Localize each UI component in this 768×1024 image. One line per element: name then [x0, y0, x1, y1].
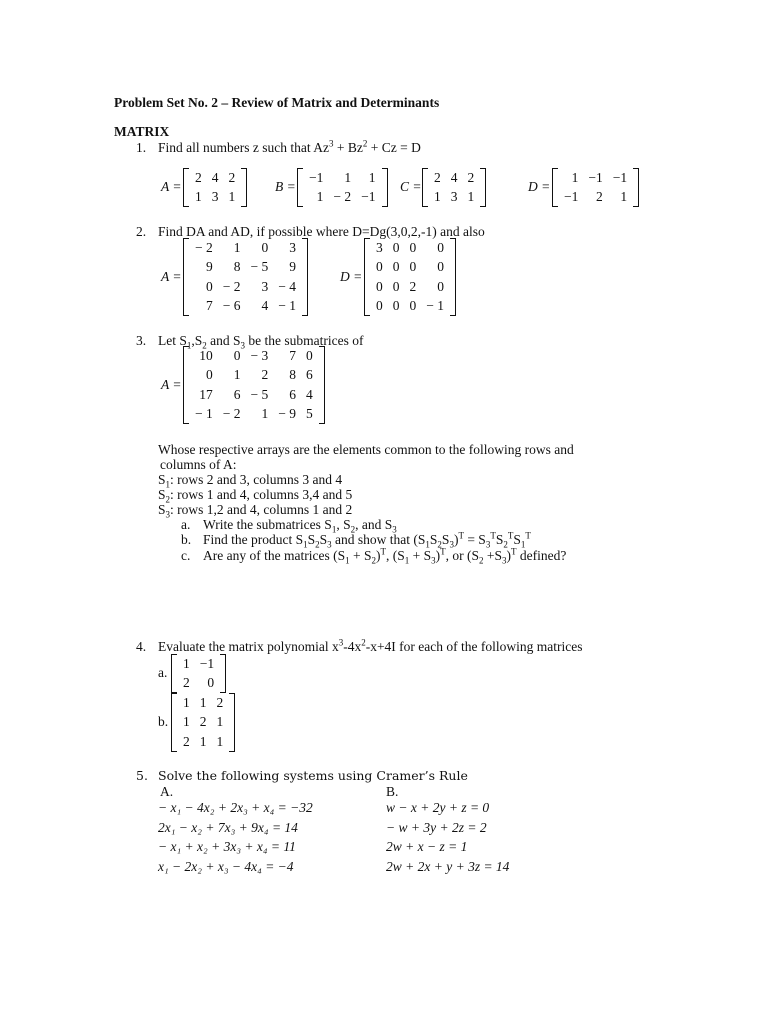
matrix-entry: −1 — [612, 169, 628, 185]
problem-3a-label: a. — [181, 517, 191, 532]
matrix-row — [178, 674, 219, 694]
matrix-entry: 1 — [183, 714, 190, 730]
matrix-entry: 2 — [183, 675, 190, 691]
matrix-entry: 4 — [261, 298, 269, 314]
matrix-row — [371, 297, 449, 317]
matrix-entry: 3 — [261, 278, 269, 294]
matrix-b — [297, 168, 388, 207]
matrix-entry: 0 — [392, 239, 400, 255]
matrix-entry: 2 — [596, 189, 603, 205]
matrix-entry: 1 — [344, 169, 352, 185]
matrix-entry: 4 — [211, 169, 219, 185]
matrix-4a — [171, 654, 226, 693]
matrix-entry: − 2 — [222, 278, 241, 294]
matrix-entry: − 6 — [222, 298, 241, 314]
matrix-entry: − 5 — [250, 259, 269, 275]
matrix-entry: 1 — [467, 189, 475, 205]
matrix-entry: 2 — [228, 169, 236, 185]
matrix-entry: 1 — [233, 239, 241, 255]
matrix-entry: − 4 — [278, 278, 296, 294]
matrix-entry: 0 — [437, 259, 444, 275]
matrix-entry: − 1 — [278, 298, 296, 314]
matrix-entry: − 5 — [250, 386, 269, 402]
matrix-entry: − 2 — [195, 239, 213, 255]
matrix-entry: 0 — [376, 259, 383, 275]
matrix-entry: 9 — [289, 259, 296, 275]
matrix-entry: −1 — [199, 655, 215, 671]
matrix-entry: − 2 — [222, 406, 241, 422]
matrix-entry: 1 — [195, 189, 202, 205]
problem-3b-label: b. — [181, 532, 192, 547]
matrix-row — [190, 385, 318, 405]
problem-4-text: Evaluate the matrix polynomial $x^3-4x^2-x+4I$ for each of the following matrices — [158, 637, 583, 654]
matrix-entry: − 2 — [333, 189, 352, 205]
s1-definition: $S_1$: rows 2 and 3, columns 3 and 4 — [158, 472, 343, 490]
matrix-entry: −1 — [309, 169, 324, 185]
problem-1-number: 1. — [136, 140, 147, 155]
matrix-entry: 2 — [467, 169, 475, 185]
matrix-entry: − 1 — [195, 406, 213, 422]
matrix-row — [190, 258, 301, 278]
matrix-entry: −1 — [588, 169, 603, 185]
matrix-entry: 4 — [450, 169, 458, 185]
matrix-entry: 9 — [206, 259, 213, 275]
matrix-entry: 10 — [199, 347, 213, 363]
problem-3c-label: c. — [181, 548, 191, 563]
matrix-entry: 6 — [306, 367, 313, 383]
matrix-entry: 2 — [434, 169, 441, 185]
equation: w − x + 2y + z = 0 — [386, 800, 490, 815]
matrix-row — [190, 188, 240, 208]
matrix-entry: 1 — [368, 169, 376, 185]
problem-3b-text: Find the product $S_1S_2S_3$ and show that $(S_1S_2S_3)^T = S_3^TS_2^TS_1^T$ — [203, 530, 531, 550]
matrix-entry: 0 — [261, 239, 269, 255]
problem-3a-text: Write the submatrices $S_1$, $S_2$, and $S_3$ — [203, 517, 397, 535]
problem-3-whose-line2: columns of A: — [160, 457, 237, 472]
matrix-a2-label: A = — [161, 269, 182, 284]
matrix-entry: 7 — [289, 347, 296, 363]
problem-4b-label: b. — [158, 714, 169, 729]
matrix-entry: 2 — [216, 694, 224, 710]
matrix-d2 — [364, 238, 456, 316]
matrix-a3 — [183, 346, 325, 424]
matrix-entry: 0 — [206, 278, 213, 294]
matrix-entry: 6 — [289, 386, 296, 402]
matrix-entry: 1 — [261, 406, 269, 422]
matrix-row — [304, 188, 381, 208]
matrix-entry: 3 — [376, 239, 383, 255]
matrix-entry: 1 — [216, 714, 224, 730]
matrix-entry: 1 — [316, 189, 324, 205]
matrix-entry: 1 — [620, 189, 628, 205]
matrix-entry: 1 — [228, 189, 236, 205]
equation: 2w + 2x + y + 3z = 14 — [386, 858, 510, 874]
matrix-entry: −1 — [361, 189, 376, 205]
s2-definition: $S_2$: rows 1 and 4, columns 3,4 and 5 — [158, 487, 353, 505]
problem-2-text: Find DA and AD, if possible where D=Dg(3,0,2,-1) and also — [158, 224, 485, 239]
section-heading: MATRIX — [114, 124, 170, 139]
matrix-entry: 0 — [437, 278, 444, 294]
matrix-a-label: A = — [161, 179, 182, 194]
matrix-entry: 2 — [409, 278, 417, 294]
matrix-entry: 17 — [199, 386, 213, 402]
matrix-entry: 7 — [206, 298, 213, 314]
matrix-entry: 1 — [183, 694, 190, 710]
matrix-entry: 0 — [392, 259, 400, 275]
problem-5-text: Solve the following systems using Cramer’s Rule — [158, 768, 468, 783]
matrix-entry: 0 — [392, 278, 400, 294]
matrix-row — [190, 346, 318, 366]
equation: 2w + x − z = 1 — [386, 839, 468, 854]
matrix-row — [371, 238, 449, 258]
s3-definition: $S_3$: rows 1,2 and 4, columns 1 and 2 — [158, 502, 353, 520]
matrix-entry: 1 — [183, 655, 190, 671]
matrix-entry: 2 — [261, 367, 269, 383]
matrix-b-label: B = — [275, 179, 296, 194]
matrix-entry: 1 — [571, 169, 579, 185]
problem-3-whose-line1: Whose respective arrays are the elements common to the following rows and — [158, 442, 574, 457]
matrix-row — [371, 277, 449, 297]
problem-3c-text: Are any of the matrices $(S_1 + S_2)^T$, $(S_1 + S_3)^T$, or $(S_2 +S_3)^T$ defined? — [203, 546, 567, 566]
matrix-d2-label: D = — [340, 269, 363, 284]
matrix-row — [178, 713, 228, 733]
matrix-entry: 8 — [289, 367, 296, 383]
matrix-4b — [171, 693, 235, 752]
matrix-entry: 0 — [437, 239, 444, 255]
matrix-entry: 0 — [409, 298, 417, 314]
matrix-entry: 0 — [206, 367, 213, 383]
system-b-heading: B. — [386, 784, 399, 799]
matrix-entry: − 1 — [426, 298, 444, 314]
system-a-heading: A. — [160, 784, 174, 799]
matrix-row — [178, 693, 228, 713]
matrix-row — [559, 188, 632, 208]
matrix-a3-label: A = — [161, 377, 182, 392]
matrix-entry: −1 — [564, 189, 579, 205]
matrix-entry: 0 — [233, 347, 241, 363]
matrix-entry: 0 — [376, 278, 383, 294]
equation: − x₁ + x₂ + 3x₃ + x₄ = 11 — [158, 839, 296, 854]
matrix-entry: 3 — [450, 189, 458, 205]
equation: x₁ − 2x₂ + x₃ − 4x₄ = −4 — [158, 858, 294, 874]
matrix-c-label: C = — [400, 179, 422, 194]
page-title: Problem Set No. 2 – Review of Matrix and Determinants — [114, 95, 440, 110]
matrix-row — [178, 654, 219, 674]
problem-5-number: 5. — [136, 768, 148, 783]
matrix-entry: 3 — [289, 239, 296, 255]
matrix-entry: 2 — [199, 714, 207, 730]
matrix-entry: 8 — [233, 259, 241, 275]
matrix-entry: − 9 — [278, 406, 296, 422]
matrix-row — [178, 732, 228, 752]
matrix-d-label: D = — [528, 179, 551, 194]
matrix-entry: 2 — [183, 733, 190, 749]
problem-4-number: 4. — [136, 639, 147, 654]
matrix-row — [190, 297, 301, 317]
problem-1-text: Find all numbers z such that $Az^3 + Bz^2 + Cz = D$ — [158, 138, 421, 155]
matrix-entry: 1 — [199, 694, 207, 710]
matrix-row — [190, 238, 301, 258]
matrix-d — [552, 168, 639, 207]
equation: − x₁ − 4x₂ + 2x₃ + x₄ = −32 — [158, 800, 313, 815]
matrix-row — [190, 168, 240, 188]
matrix-entry: 1 — [216, 733, 224, 749]
problem-3-number: 3. — [136, 333, 147, 348]
matrix-entry: 1 — [199, 733, 207, 749]
matrix-entry: 0 — [306, 347, 313, 363]
matrix-entry: 0 — [207, 675, 215, 691]
matrix-entry: 1 — [434, 189, 441, 205]
matrix-entry: 3 — [211, 189, 219, 205]
matrix-row — [429, 168, 479, 188]
matrix-entry: 0 — [409, 259, 417, 275]
matrix-a — [183, 168, 247, 207]
matrix-entry: 0 — [409, 239, 417, 255]
matrix-entry: 6 — [233, 386, 241, 402]
matrix-row — [371, 258, 449, 278]
matrix-entry: 0 — [392, 298, 400, 314]
matrix-a2 — [183, 238, 308, 316]
matrix-c — [422, 168, 486, 207]
matrix-row — [190, 277, 301, 297]
equation: 2x₁ − x₂ + 7x₃ + 9x₄ = 14 — [158, 819, 298, 835]
matrix-row — [190, 405, 318, 425]
matrix-row — [304, 168, 381, 188]
matrix-entry: 2 — [195, 169, 202, 185]
matrix-row — [559, 168, 632, 188]
problem-3-text: Let $S_1,S_2$ and $S_3$ be the submatrices of — [158, 333, 364, 351]
problem-4a-label: a. — [158, 665, 168, 680]
matrix-entry: 0 — [376, 298, 383, 314]
matrix-row — [190, 366, 318, 386]
matrix-entry: 5 — [306, 406, 313, 422]
problem-2-number: 2. — [136, 224, 147, 239]
equation: − w + 3y + 2z = 2 — [386, 819, 487, 835]
matrix-entry: 4 — [306, 386, 313, 402]
matrix-entry: − 3 — [250, 347, 269, 363]
matrix-entry: 1 — [233, 367, 241, 383]
matrix-row — [429, 188, 479, 208]
